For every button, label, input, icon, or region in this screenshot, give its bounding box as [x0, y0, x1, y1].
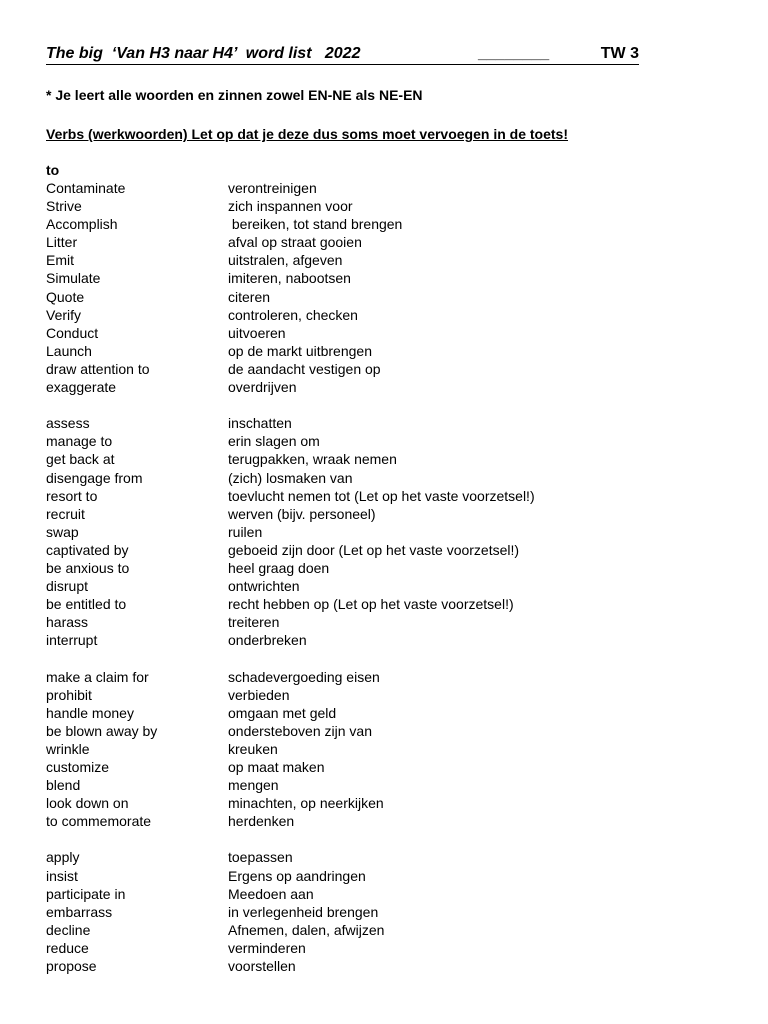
dutch-translation: verbieden [228, 686, 290, 703]
dutch-translation: recht hebben op (Let op het vaste voorzetsel!) [228, 596, 514, 613]
word-row [46, 269, 726, 287]
dutch-translation: ontwrichten [228, 578, 300, 595]
word-row [46, 631, 726, 649]
word-row [46, 179, 726, 197]
dutch-translation: toevlucht nemen tot (Let op het vaste voorzetsel!) [228, 487, 535, 504]
section-heading: Verbs (werkwoorden) Let op dat je deze dus soms moet vervoegen in de toets! [46, 126, 569, 142]
word-row [46, 686, 726, 704]
word-row [46, 577, 726, 595]
dutch-translation: erin slagen om [228, 433, 320, 450]
dutch-translation: op maat maken [228, 759, 325, 775]
word-row [46, 469, 726, 487]
word-row [46, 215, 726, 233]
dutch-translation: verminderen [228, 939, 306, 956]
english-term: apply [46, 849, 80, 866]
dutch-translation: Afnemen, dalen, afwijzen [228, 921, 385, 938]
word-group [46, 414, 726, 649]
english-term: resort to [46, 487, 98, 504]
dutch-translation: op de markt uitbrengen [228, 342, 372, 359]
column-prefix-label: to [46, 162, 60, 178]
english-term: Litter [46, 234, 78, 251]
word-row [46, 776, 726, 794]
dutch-translation: terugpakken, wraak nemen [228, 451, 397, 468]
english-term: decline [46, 921, 91, 938]
word-row [46, 613, 726, 631]
dutch-translation: in verlegenheid brengen [228, 903, 379, 920]
dutch-translation: bereiken, tot stand brengen [228, 216, 403, 233]
word-row [46, 505, 726, 523]
word-row [46, 197, 726, 215]
english-term: swap [46, 523, 79, 540]
document-title: The big ‘Van H3 naar H4’ word list 2022 [46, 45, 361, 62]
word-group [46, 668, 726, 831]
word-row [46, 324, 726, 342]
english-term: look down on [46, 795, 129, 812]
english-term: reduce [46, 939, 89, 956]
dutch-translation: treiteren [228, 614, 280, 631]
dutch-translation: imiteren, nabootsen [228, 270, 351, 287]
word-row [46, 378, 726, 396]
english-term: exaggerate [46, 379, 117, 396]
english-term: assess [46, 415, 90, 432]
word-row [46, 360, 726, 378]
english-term: recruit [46, 505, 85, 522]
english-term: participate in [46, 885, 126, 902]
english-term: manage to [46, 433, 113, 450]
english-term: prohibit [46, 686, 92, 703]
word-row [46, 450, 726, 468]
english-term: Strive [46, 198, 82, 215]
word-row [46, 251, 726, 269]
word-row [46, 921, 726, 939]
word-row [46, 668, 726, 686]
word-row [46, 233, 726, 251]
english-term: propose [46, 958, 97, 975]
dutch-translation: onderbreken [228, 632, 307, 649]
word-row [46, 306, 726, 324]
english-term: wrinkle [46, 740, 90, 757]
dutch-translation: Ergens op aandringen [228, 867, 366, 884]
english-term: to commemorate [46, 813, 152, 830]
dutch-translation: kreuken [228, 740, 278, 757]
dutch-translation: geboeid zijn door (Let op het vaste voorzetsel!) [228, 541, 520, 558]
english-term: interrupt [46, 632, 98, 649]
dutch-translation: inschatten [228, 415, 292, 432]
word-row [46, 288, 726, 306]
word-row [46, 704, 726, 722]
english-term: embarrass [46, 903, 113, 920]
english-term: be anxious to [46, 559, 130, 576]
dutch-translation: heel graag doen [228, 559, 330, 576]
word-row [46, 848, 726, 866]
english-term: Contaminate [46, 180, 126, 196]
dutch-translation: ruilen [228, 523, 263, 540]
word-list [46, 179, 726, 993]
word-row [46, 758, 726, 776]
english-term: Simulate [46, 270, 101, 287]
dutch-translation: uitstralen, afgeven [228, 252, 343, 269]
english-term: disengage from [46, 469, 143, 486]
english-term: Emit [46, 252, 74, 269]
english-term: Quote [46, 288, 85, 305]
dutch-translation: herdenken [228, 813, 295, 830]
word-row [46, 523, 726, 541]
word-row [46, 432, 726, 450]
english-term: insist [46, 867, 78, 884]
name-blank: ________ [478, 45, 550, 62]
english-term: make a claim for [46, 668, 149, 685]
dutch-translation: de aandacht vestigen op [228, 360, 381, 377]
word-row [46, 903, 726, 921]
dutch-translation: ondersteboven zijn van [228, 722, 372, 739]
word-row [46, 957, 726, 975]
word-row [46, 939, 726, 957]
dutch-translation: afval op straat gooien [228, 234, 362, 251]
dutch-translation: werven (bijv. personeel) [228, 505, 376, 522]
word-row [46, 414, 726, 432]
english-term: handle money [46, 704, 134, 721]
dutch-translation: minachten, op neerkijken [228, 795, 384, 812]
dutch-translation: omgaan met geld [228, 704, 337, 721]
dutch-translation: uitvoeren [228, 324, 286, 341]
word-row [46, 812, 726, 830]
header [46, 44, 639, 65]
english-term: Launch [46, 342, 92, 359]
english-term: Verify [46, 306, 82, 323]
dutch-translation: zich inspannen voor [228, 198, 353, 215]
english-term: be entitled to [46, 596, 127, 613]
test-code: TW 3 [600, 45, 639, 62]
word-row [46, 342, 726, 360]
word-group [46, 848, 726, 975]
word-row [46, 867, 726, 885]
dutch-translation: Meedoen aan [228, 885, 314, 902]
english-term: be blown away by [46, 722, 158, 739]
dutch-translation: controleren, checken [228, 306, 358, 323]
dutch-translation: mengen [228, 777, 279, 794]
english-term: Accomplish [46, 216, 118, 233]
english-term: draw attention to [46, 360, 150, 377]
instruction-note: * Je leert alle woorden en zinnen zowel EN-NE als NE-EN [46, 87, 423, 103]
english-term: blend [46, 777, 81, 794]
english-term: disrupt [46, 578, 89, 595]
dutch-translation: citeren [228, 288, 271, 305]
word-row [46, 541, 726, 559]
english-term: Conduct [46, 324, 99, 341]
dutch-translation: schadevergoeding eisen [228, 668, 380, 685]
word-group [46, 179, 726, 396]
word-row [46, 885, 726, 903]
word-row [46, 595, 726, 613]
dutch-translation: (zich) losmaken van [228, 469, 353, 486]
dutch-translation: toepassen [228, 849, 293, 866]
word-row [46, 740, 726, 758]
word-row [46, 559, 726, 577]
word-row [46, 794, 726, 812]
dutch-translation: voorstellen [228, 958, 296, 975]
english-term: harass [46, 614, 89, 631]
english-term: customize [46, 759, 110, 775]
word-row [46, 487, 726, 505]
word-row [46, 722, 726, 740]
english-term: captivated by [46, 541, 129, 558]
dutch-translation: verontreinigen [228, 180, 317, 196]
dutch-translation: overdrijven [228, 379, 297, 396]
english-term: get back at [46, 451, 115, 468]
